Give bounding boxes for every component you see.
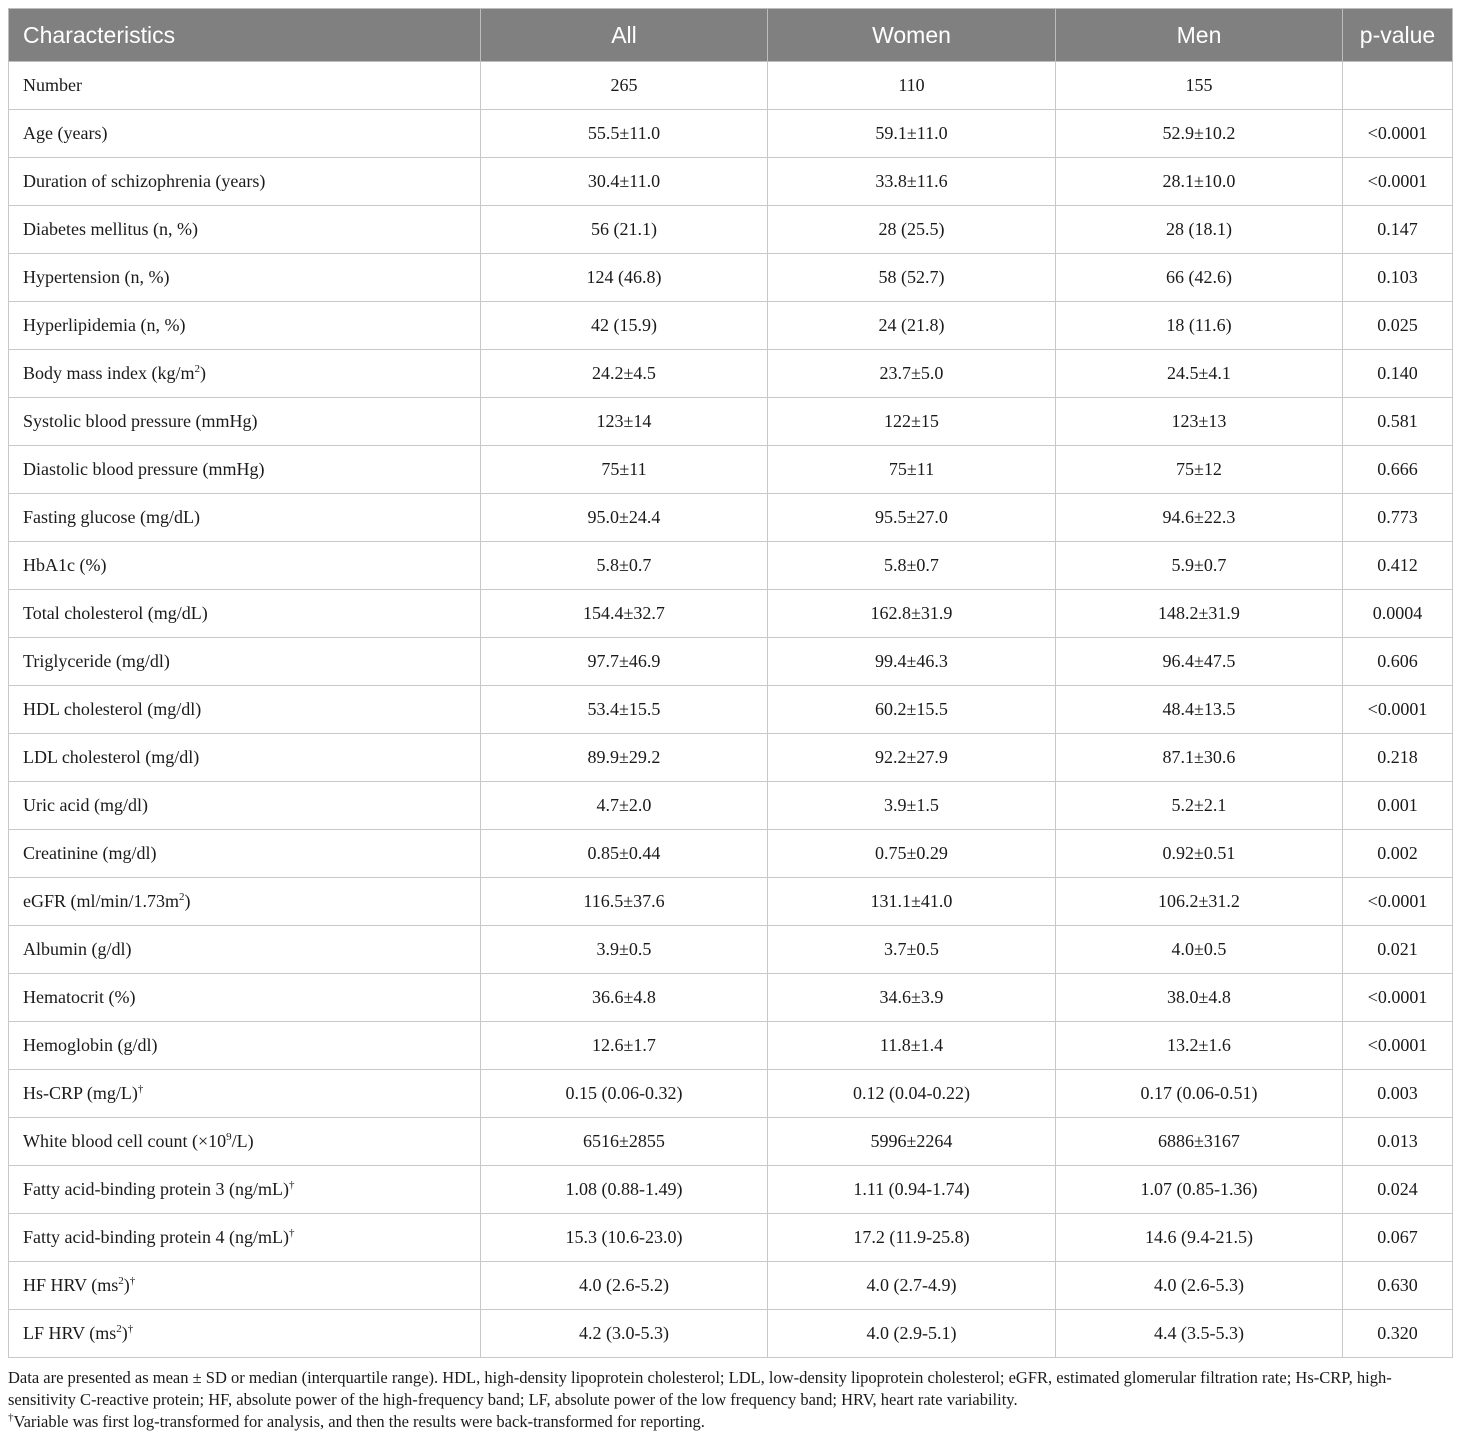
cell-p-value: <0.0001 [1343, 974, 1453, 1022]
cell-women: 3.7±0.5 [768, 926, 1056, 974]
table-body [9, 62, 1453, 1358]
cell-p-value: 0.0004 [1343, 590, 1453, 638]
cell-men: 87.1±30.6 [1056, 734, 1343, 782]
header-men: Men [1056, 9, 1343, 62]
cell-characteristic [9, 782, 481, 830]
cell-all: 12.6±1.7 [481, 1022, 768, 1070]
cell-women: 60.2±15.5 [768, 686, 1056, 734]
cell-all: 95.0±24.4 [481, 494, 768, 542]
cell-women: 11.8±1.4 [768, 1022, 1056, 1070]
cell-p-value: <0.0001 [1343, 1022, 1453, 1070]
characteristic-label: Duration of schizophrenia (years) [23, 171, 266, 191]
cell-p-value: <0.0001 [1343, 686, 1453, 734]
characteristic-superscript: 2 [116, 1323, 122, 1335]
cell-men: 4.0 (2.6-5.3) [1056, 1262, 1343, 1310]
table-row [9, 350, 1453, 398]
cell-women: 59.1±11.0 [768, 110, 1056, 158]
cell-women: 4.0 (2.7-4.9) [768, 1262, 1056, 1310]
cell-p-value: 0.002 [1343, 830, 1453, 878]
characteristic-dagger: † [127, 1323, 134, 1335]
characteristic-label: Hemoglobin (g/dl) [23, 1035, 158, 1055]
table-footnote [8, 1367, 1452, 1433]
cell-women: 28 (25.5) [768, 206, 1056, 254]
cell-p-value: <0.0001 [1343, 110, 1453, 158]
footnote-log-transform-text: Variable was first log-transformed for analysis, and then the results were back-transformed for reporting. [13, 1412, 705, 1431]
cell-characteristic [9, 686, 481, 734]
characteristic-label: eGFR (ml/min/1.73m [23, 891, 180, 911]
characteristic-label: Fasting glucose (mg/dL) [23, 507, 200, 527]
cell-men: 5.9±0.7 [1056, 542, 1343, 590]
cell-p-value: 0.021 [1343, 926, 1453, 974]
cell-p-value: 0.147 [1343, 206, 1453, 254]
characteristic-label-suffix: ) [200, 363, 206, 383]
cell-characteristic [9, 302, 481, 350]
cell-p-value: 0.218 [1343, 734, 1453, 782]
cell-men: 18 (11.6) [1056, 302, 1343, 350]
cell-characteristic [9, 1118, 481, 1166]
cell-women: 1.11 (0.94-1.74) [768, 1166, 1056, 1214]
cell-characteristic [9, 734, 481, 782]
table-row [9, 1310, 1453, 1358]
cell-women: 95.5±27.0 [768, 494, 1056, 542]
header-all: All [481, 9, 768, 62]
cell-characteristic [9, 446, 481, 494]
cell-women: 92.2±27.9 [768, 734, 1056, 782]
cell-all: 89.9±29.2 [481, 734, 768, 782]
table-row [9, 1262, 1453, 1310]
characteristic-label: Uric acid (mg/dl) [23, 795, 148, 815]
characteristic-label-suffix: /L) [231, 1131, 254, 1151]
cell-women: 33.8±11.6 [768, 158, 1056, 206]
cell-men: 13.2±1.6 [1056, 1022, 1343, 1070]
cell-all: 75±11 [481, 446, 768, 494]
characteristic-label: Systolic blood pressure (mmHg) [23, 411, 258, 431]
cell-characteristic [9, 1310, 481, 1358]
cell-p-value: 0.103 [1343, 254, 1453, 302]
characteristic-label: Triglyceride (mg/dl) [23, 651, 170, 671]
cell-p-value: 0.581 [1343, 398, 1453, 446]
cell-characteristic [9, 1166, 481, 1214]
footnote-dagger: † [8, 1411, 14, 1424]
cell-p-value: 0.773 [1343, 494, 1453, 542]
cell-women: 58 (52.7) [768, 254, 1056, 302]
cell-all: 0.15 (0.06-0.32) [481, 1070, 768, 1118]
characteristic-label: Age (years) [23, 123, 108, 143]
cell-all: 15.3 (10.6-23.0) [481, 1214, 768, 1262]
cell-all: 42 (15.9) [481, 302, 768, 350]
characteristic-superscript: † [288, 1227, 295, 1239]
cell-men: 6886±3167 [1056, 1118, 1343, 1166]
cell-men: 66 (42.6) [1056, 254, 1343, 302]
cell-p-value [1343, 62, 1453, 110]
characteristic-label: Hypertension (n, %) [23, 267, 170, 287]
characteristic-dagger: † [129, 1275, 136, 1287]
cell-men: 24.5±4.1 [1056, 350, 1343, 398]
cell-characteristic [9, 542, 481, 590]
cell-all: 123±14 [481, 398, 768, 446]
table-row [9, 1070, 1453, 1118]
cell-characteristic [9, 974, 481, 1022]
cell-all: 55.5±11.0 [481, 110, 768, 158]
cell-men: 148.2±31.9 [1056, 590, 1343, 638]
cell-characteristic [9, 1262, 481, 1310]
cell-all: 97.7±46.9 [481, 638, 768, 686]
cell-women: 99.4±46.3 [768, 638, 1056, 686]
cell-characteristic [9, 878, 481, 926]
table-row [9, 1022, 1453, 1070]
cell-p-value: 0.003 [1343, 1070, 1453, 1118]
cell-characteristic [9, 1214, 481, 1262]
table-row [9, 158, 1453, 206]
cell-men: 96.4±47.5 [1056, 638, 1343, 686]
table-row [9, 734, 1453, 782]
table-row [9, 1214, 1453, 1262]
cell-men: 1.07 (0.85-1.36) [1056, 1166, 1343, 1214]
cell-men: 28 (18.1) [1056, 206, 1343, 254]
cell-characteristic [9, 638, 481, 686]
characteristic-label: Hematocrit (%) [23, 987, 136, 1007]
table-row [9, 542, 1453, 590]
characteristic-label: Albumin (g/dl) [23, 939, 132, 959]
cell-characteristic [9, 1022, 481, 1070]
cell-all: 4.0 (2.6-5.2) [481, 1262, 768, 1310]
cell-all: 53.4±15.5 [481, 686, 768, 734]
characteristic-label: Number [23, 75, 82, 95]
header-women: Women [768, 9, 1056, 62]
cell-p-value: 0.606 [1343, 638, 1453, 686]
cell-women: 4.0 (2.9-5.1) [768, 1310, 1056, 1358]
cell-p-value: 0.140 [1343, 350, 1453, 398]
header-characteristics: Characteristics [9, 9, 481, 62]
characteristic-label: Diabetes mellitus (n, %) [23, 219, 198, 239]
cell-p-value: 0.025 [1343, 302, 1453, 350]
characteristic-label: Total cholesterol (mg/dL) [23, 603, 208, 623]
table-row [9, 1166, 1453, 1214]
cell-all: 154.4±32.7 [481, 590, 768, 638]
table-row [9, 206, 1453, 254]
cell-all: 0.85±0.44 [481, 830, 768, 878]
cell-characteristic [9, 158, 481, 206]
characteristic-label: HbA1c (%) [23, 555, 107, 575]
cell-p-value: 0.320 [1343, 1310, 1453, 1358]
cell-men: 38.0±4.8 [1056, 974, 1343, 1022]
table-row [9, 254, 1453, 302]
cell-all: 5.8±0.7 [481, 542, 768, 590]
cell-all: 3.9±0.5 [481, 926, 768, 974]
cell-men: 94.6±22.3 [1056, 494, 1343, 542]
cell-p-value: <0.0001 [1343, 878, 1453, 926]
cell-p-value: <0.0001 [1343, 158, 1453, 206]
cell-p-value: 0.067 [1343, 1214, 1453, 1262]
cell-men: 52.9±10.2 [1056, 110, 1343, 158]
characteristic-label: Body mass index (kg/m [23, 363, 195, 383]
characteristic-label: HDL cholesterol (mg/dl) [23, 699, 202, 719]
footnote-log-transform [8, 1411, 1452, 1433]
cell-all: 6516±2855 [481, 1118, 768, 1166]
cell-all: 4.7±2.0 [481, 782, 768, 830]
characteristic-label: Fatty acid-binding protein 3 (ng/mL) [23, 1179, 289, 1199]
characteristic-label-suffix: ) [123, 1275, 130, 1295]
cell-characteristic [9, 1070, 481, 1118]
characteristic-superscript: † [137, 1083, 144, 1095]
table-row [9, 590, 1453, 638]
cell-characteristic [9, 254, 481, 302]
cell-all: 4.2 (3.0-5.3) [481, 1310, 768, 1358]
cell-women: 0.12 (0.04-0.22) [768, 1070, 1056, 1118]
table-row [9, 782, 1453, 830]
cell-women: 75±11 [768, 446, 1056, 494]
cell-characteristic [9, 206, 481, 254]
characteristic-label: LF HRV (ms [23, 1323, 117, 1343]
characteristic-label: Fatty acid-binding protein 4 (ng/mL) [23, 1227, 289, 1247]
characteristic-label-suffix: ) [121, 1323, 128, 1343]
cell-all: 1.08 (0.88-1.49) [481, 1166, 768, 1214]
cell-men: 75±12 [1056, 446, 1343, 494]
characteristic-superscript: 2 [194, 363, 200, 375]
characteristic-superscript: 9 [226, 1131, 232, 1143]
table-row [9, 878, 1453, 926]
cell-men: 48.4±13.5 [1056, 686, 1343, 734]
cell-women: 5.8±0.7 [768, 542, 1056, 590]
characteristic-label: HF HRV (ms [23, 1275, 119, 1295]
cell-all: 116.5±37.6 [481, 878, 768, 926]
characteristic-superscript: 2 [118, 1275, 124, 1287]
table-row [9, 1118, 1453, 1166]
cell-men: 28.1±10.0 [1056, 158, 1343, 206]
table-row [9, 110, 1453, 158]
cell-men: 14.6 (9.4-21.5) [1056, 1214, 1343, 1262]
cell-p-value: 0.024 [1343, 1166, 1453, 1214]
characteristic-label: Hs-CRP (mg/L) [23, 1083, 138, 1103]
table-row [9, 926, 1453, 974]
cell-characteristic [9, 62, 481, 110]
cell-women: 162.8±31.9 [768, 590, 1056, 638]
cell-women: 24 (21.8) [768, 302, 1056, 350]
table-row [9, 398, 1453, 446]
characteristics-table [8, 8, 1453, 1358]
cell-p-value: 0.666 [1343, 446, 1453, 494]
cell-women: 110 [768, 62, 1056, 110]
table-row [9, 974, 1453, 1022]
cell-women: 3.9±1.5 [768, 782, 1056, 830]
characteristics-table-container [8, 8, 1452, 1358]
characteristic-label: Hyperlipidemia (n, %) [23, 315, 186, 335]
footnote-abbreviations: Data are presented as mean ± SD or median (interquartile range). HDL, high-density lipoprotein cholesterol; LDL, low-density lipoprotein cholesterol; eGFR, estimated glomerular filtration rate; Hs-CRP, high-sensitivity C-reactive protein; HF, absolute power of the high-frequency band; LF, absolute power of the low frequency band; HRV, heart rate variability. [8, 1368, 1392, 1409]
cell-characteristic [9, 398, 481, 446]
table-header [9, 9, 1453, 62]
cell-all: 56 (21.1) [481, 206, 768, 254]
cell-characteristic [9, 350, 481, 398]
cell-characteristic [9, 590, 481, 638]
table-row [9, 830, 1453, 878]
table-row [9, 302, 1453, 350]
cell-all: 24.2±4.5 [481, 350, 768, 398]
cell-characteristic [9, 494, 481, 542]
cell-women: 5996±2264 [768, 1118, 1056, 1166]
cell-women: 34.6±3.9 [768, 974, 1056, 1022]
cell-men: 155 [1056, 62, 1343, 110]
cell-men: 106.2±31.2 [1056, 878, 1343, 926]
cell-men: 0.92±0.51 [1056, 830, 1343, 878]
cell-men: 0.17 (0.06-0.51) [1056, 1070, 1343, 1118]
cell-women: 17.2 (11.9-25.8) [768, 1214, 1056, 1262]
cell-p-value: 0.001 [1343, 782, 1453, 830]
characteristic-label-suffix: ) [184, 891, 191, 911]
characteristic-label: Creatinine (mg/dl) [23, 843, 157, 863]
table-row [9, 686, 1453, 734]
cell-women: 23.7±5.0 [768, 350, 1056, 398]
cell-all: 124 (46.8) [481, 254, 768, 302]
cell-all: 30.4±11.0 [481, 158, 768, 206]
cell-men: 5.2±2.1 [1056, 782, 1343, 830]
table-row [9, 494, 1453, 542]
cell-women: 131.1±41.0 [768, 878, 1056, 926]
cell-p-value: 0.630 [1343, 1262, 1453, 1310]
header-row [9, 9, 1453, 62]
cell-women: 0.75±0.29 [768, 830, 1056, 878]
characteristic-superscript: † [288, 1179, 295, 1191]
cell-men: 4.0±0.5 [1056, 926, 1343, 974]
cell-characteristic [9, 110, 481, 158]
characteristic-label: White blood cell count (×10 [23, 1131, 227, 1151]
cell-characteristic [9, 830, 481, 878]
table-row [9, 446, 1453, 494]
cell-women: 122±15 [768, 398, 1056, 446]
characteristic-label: LDL cholesterol (mg/dl) [23, 747, 200, 767]
cell-all: 36.6±4.8 [481, 974, 768, 1022]
cell-men: 123±13 [1056, 398, 1343, 446]
table-row [9, 62, 1453, 110]
characteristic-label: Diastolic blood pressure (mmHg) [23, 459, 265, 479]
cell-men: 4.4 (3.5-5.3) [1056, 1310, 1343, 1358]
cell-p-value: 0.412 [1343, 542, 1453, 590]
characteristic-superscript: 2 [179, 891, 185, 903]
cell-p-value: 0.013 [1343, 1118, 1453, 1166]
cell-all: 265 [481, 62, 768, 110]
header-p-value: p-value [1343, 9, 1453, 62]
table-row [9, 638, 1453, 686]
cell-characteristic [9, 926, 481, 974]
